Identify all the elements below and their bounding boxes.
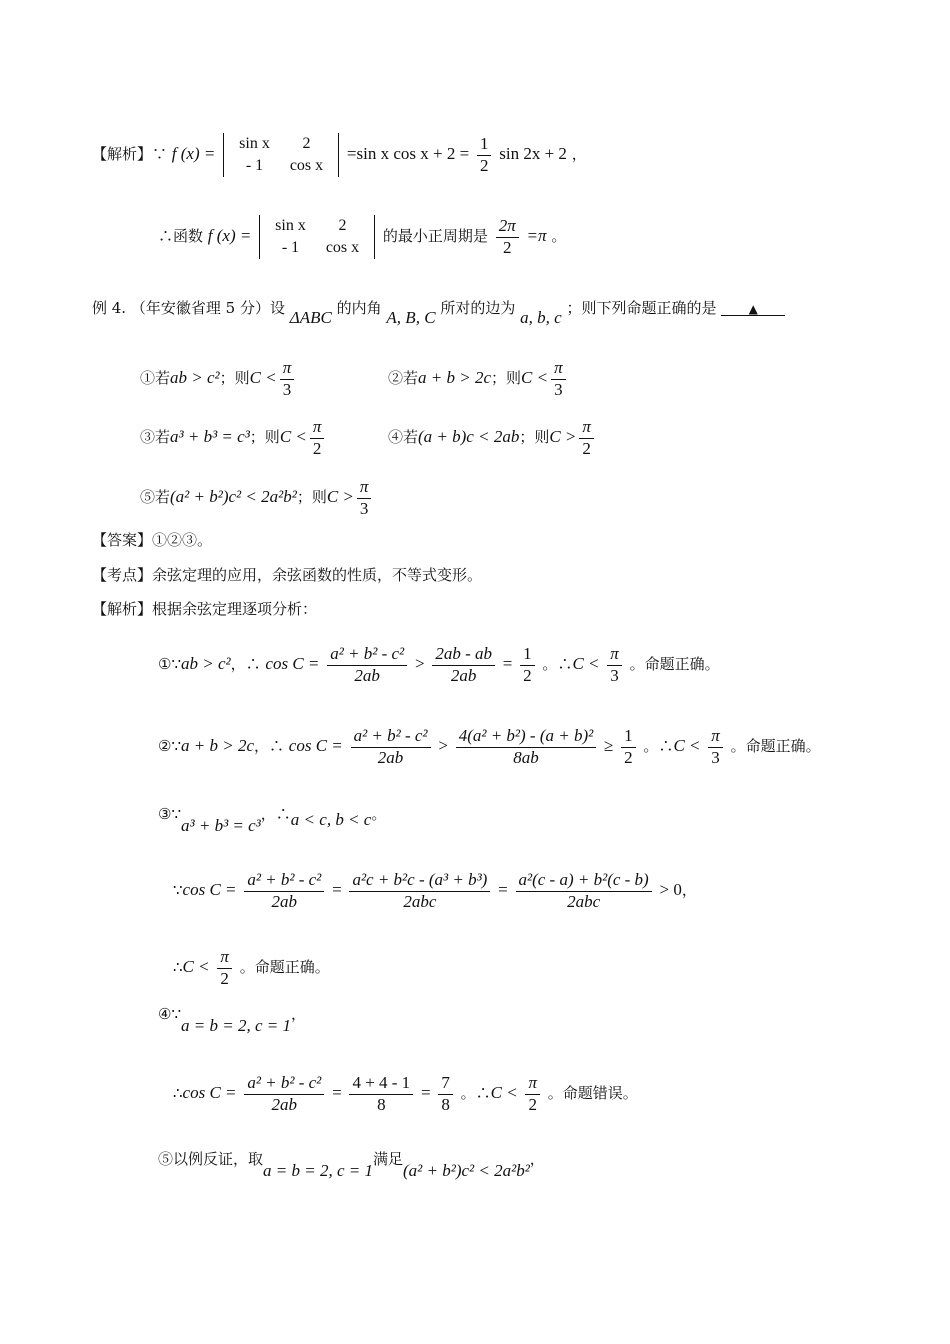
step-3-cos: ∵cos C = $\frac{\text{a² + b² - c²}}{2ab}$ = a²c + b²c - (a³ + b³) 2abc = a²(c - a) + b²(c - b) 2abc > 0，	[173, 870, 697, 911]
fraction-half: $\frac{1}{2}$	[477, 134, 492, 176]
analysis-line-1: 【解析】∵ f (x) = sin x 2 - 1 cos x =sin x cos x + 2 = $\frac{1}{2}$ sin 2x + 2 ，	[92, 133, 587, 177]
step-4: ④∵a = b = 2, c = 1，	[158, 1005, 306, 1035]
option-3: ③若a³ + b³ = c³；则C < $\frac{\pi}{2}$	[140, 417, 327, 459]
option-2: ②若a + b > 2c；则C < $\frac{\pi}{3}$	[388, 358, 569, 400]
answer-line: 【答案】①②③。	[92, 531, 213, 549]
det-a11: sin x	[239, 135, 270, 152]
determinant-2: sin x 2 - 1 cos x	[259, 215, 375, 259]
det-a21: - 1	[245, 157, 264, 174]
answer-blank: ▲	[721, 303, 785, 316]
step-4-cos: ∴cos C = $\frac{\text{a² + b² - c²}}{2ab}$ = $\frac{4 + 4 - 1}{8}$ = $\frac{7}{8}$ 。∴C < $\frac{\pi}{2}$ 。命题错误。	[173, 1073, 638, 1114]
analysis-label: 【解析】∵	[92, 145, 168, 163]
det-a22: cos x	[289, 157, 324, 174]
step-1: ①∵ab > c²，∴ cos C = $\frac{\text{a² + b² - c²}}{2ab}$ > $\frac{2ab - ab}{2ab}$ = $\frac{1}{2}$ 。∴C < $\frac{\pi}{3}$ 。命题正确。	[158, 644, 720, 685]
option-4: ④若(a + b)c < 2ab；则C > $\frac{\pi}{2}$	[388, 417, 597, 459]
jiexi-line: 【解析】根据余弦定理逐项分析：	[92, 600, 318, 618]
kaodian-line: 【考点】余弦定理的应用，余弦函数的性质，不等式变形。	[92, 566, 483, 584]
option-1: ①若ab > c²；则C < $\frac{\pi}{3}$	[140, 358, 297, 400]
step-3: ③∵a³ + b³ = c³，∴a < c, b < c。	[158, 805, 387, 835]
example-label: 例 4.	[92, 299, 127, 317]
expansion: =sin x cos x + 2 =	[346, 144, 470, 163]
function-f: f (x) =	[171, 144, 216, 163]
analysis-line-2: ∴函数 f (x) = sin x 2 - 1 cos x 的最小正周期是 $\frac{2\pi}{2}$ =π 。	[158, 215, 566, 259]
det-a12: 2	[302, 135, 311, 152]
step-3-conclusion: ∴C < $\frac{\pi}{2}$ 。命题正确。	[173, 947, 330, 988]
determinant	[223, 133, 339, 177]
option-5: ⑤若(a² + b²)c² < 2a²b²；则C > $\frac{\pi}{3}$	[140, 477, 374, 519]
period-fraction: $\frac{2\pi}{2}$	[496, 216, 519, 258]
step-2: ②∵a + b > 2c，∴ cos C = $\frac{\text{a² + b² - c²}}{2ab}$ > $\frac{\text{4(a² + b²) - (a + b)²}}{8ab}$ ≥ $\frac{1}{2}$ 。∴C < $\frac{\pi}{3}$ 。命题正确。	[158, 726, 821, 767]
example-4-statement: 例 4. （年安徽省理 5 分）设 ΔABC 的内角 A, B, C 所对的边为 a, b, c ；则下列命题正确的是 ▲	[92, 299, 785, 316]
expansion-2: sin 2x + 2	[499, 144, 567, 163]
step-5: ⑤以例反证，取a = b = 2, c = 1满足(a² + b²)c² < 2a²b²，	[158, 1150, 545, 1180]
